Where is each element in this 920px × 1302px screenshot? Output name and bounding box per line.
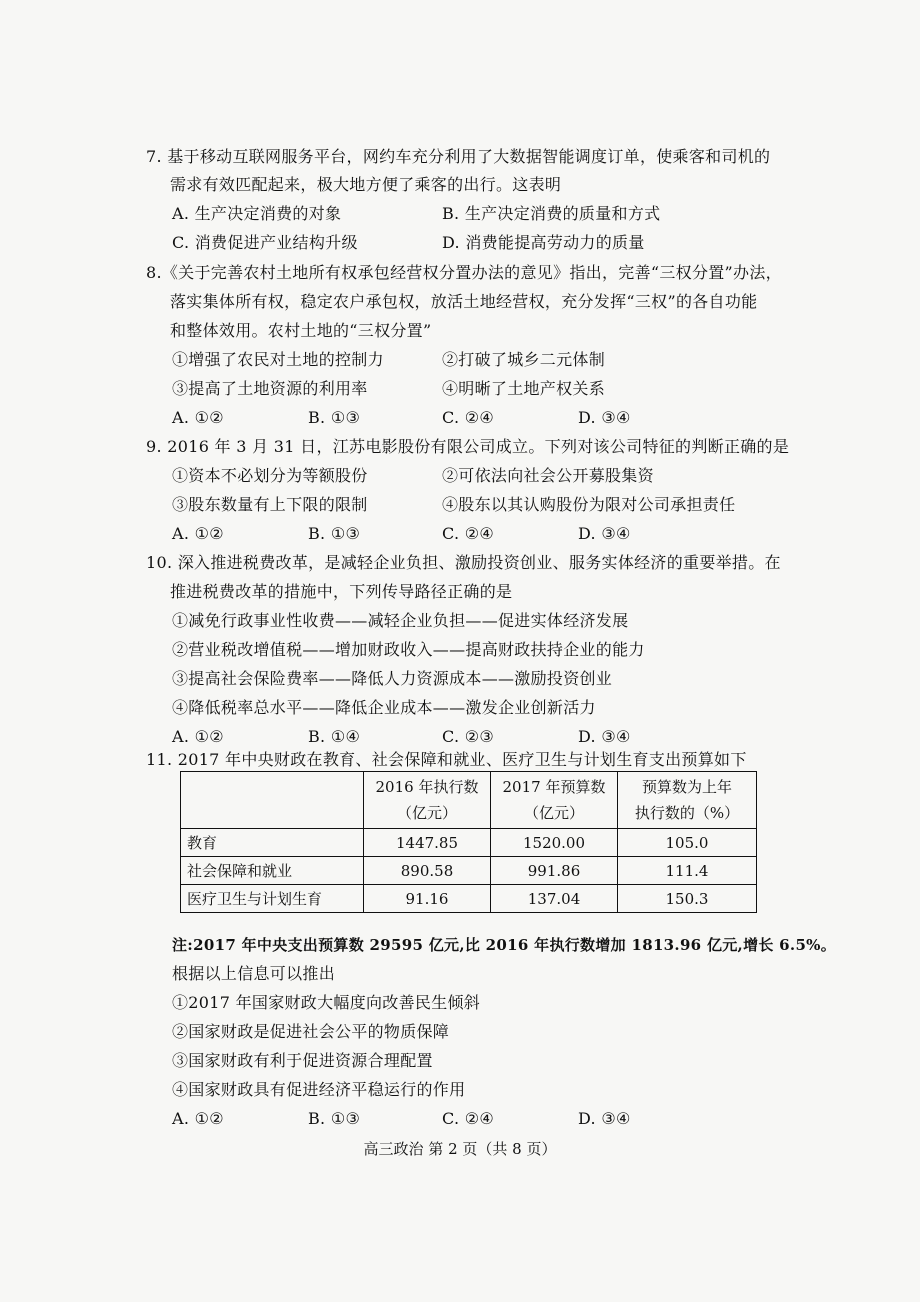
- q7-line2: 需求有效匹配起来，极大地方便了乘客的出行。这表明: [170, 175, 562, 194]
- q8-line2: 落实集体所有权，稳定农户承包权，放活土地经营权，充分发挥“三权”的各自功能: [170, 292, 758, 311]
- q10-statement-1: ①减免行政事业性收费——减轻企业负担——促进实体经济发展: [172, 611, 629, 630]
- table-row: 教育 1447.85 1520.00 105.0: [181, 829, 757, 857]
- q8-option-a: A. ①②: [172, 408, 224, 427]
- q7-option-a: A. 生产决定消费的对象: [172, 204, 342, 223]
- q10-option-b: B. ①④: [308, 727, 361, 746]
- q7-line1: 7. 基于移动互联网服务平台，网约车充分利用了大数据智能调度订单，使乘客和司机的: [146, 147, 771, 166]
- table-header-row: [181, 772, 757, 829]
- q8-line1: 8.《关于完善农村土地所有权承包经营权分置办法的意见》指出，完善“三权分置”办法，: [146, 263, 782, 282]
- q7-option-c: C. 消费促进产业结构升级: [172, 233, 358, 252]
- q9-statement-2: ②可依法向社会公开募股集资: [442, 466, 654, 485]
- q10-option-d: D. ③④: [578, 727, 631, 746]
- q8-statement-1: ①增强了农民对土地的控制力: [172, 350, 384, 369]
- q10-line2: 推进税费改革的措施中，下列传导路径正确的是: [170, 582, 513, 601]
- table-header-2017: 2017 年预算数 （亿元）: [491, 772, 618, 829]
- q8-line3: 和整体效用。农村土地的“三权分置”: [170, 321, 432, 340]
- table-header-empty: [181, 772, 364, 829]
- q11-line2: 根据以上信息可以推出: [172, 964, 336, 983]
- q11-statement-4: ④国家财政具有促进经济平稳运行的作用: [172, 1080, 466, 1099]
- q10-statement-2: ②营业税改增值税——增加财政收入——提高财政扶持企业的能力: [172, 640, 645, 659]
- q11-option-d: D. ③④: [578, 1109, 631, 1128]
- q9-statement-3: ③股东数量有上下限的限制: [172, 495, 368, 514]
- q10-option-c: C. ②③: [442, 727, 495, 746]
- q9-option-c: C. ②④: [442, 524, 495, 543]
- q10-statement-3: ③提高社会保险费率——降低人力资源成本——激励投资创业: [172, 669, 613, 688]
- q7-option-d: D. 消费能提高劳动力的质量: [442, 233, 645, 252]
- q11-option-a: A. ①②: [172, 1109, 224, 1128]
- q11-line1: 11. 2017 年中央财政在教育、社会保障和就业、医疗卫生与计划生育支出预算如下: [146, 750, 747, 769]
- q10-statement-4: ④降低税率总水平——降低企业成本——激发企业创新活力: [172, 698, 596, 717]
- table-header-pct: 预算数为上年 执行数的（%）: [618, 772, 757, 829]
- q11-statement-2: ②国家财政是促进社会公平的物质保障: [172, 1022, 450, 1041]
- table-row: 医疗卫生与计划生育 91.16 137.04 150.3: [181, 885, 757, 913]
- table-header-2016: 2016 年执行数 （亿元）: [364, 772, 491, 829]
- q9-line1: 9. 2016 年 3 月 31 日，江苏电影股份有限公司成立。下列对该公司特征的判断正确的是: [146, 437, 790, 456]
- q11-option-b: B. ①③: [308, 1109, 361, 1128]
- q9-option-d: D. ③④: [578, 524, 631, 543]
- q11-statement-3: ③国家财政有利于促进资源合理配置: [172, 1051, 433, 1070]
- q9-statement-4: ④股东以其认购股份为限对公司承担责任: [442, 495, 736, 514]
- q8-statement-2: ②打破了城乡二元体制: [442, 350, 606, 369]
- q10-option-a: A. ①②: [172, 727, 224, 746]
- q9-statement-1: ①资本不必划分为等额股份: [172, 466, 368, 485]
- q8-option-d: D. ③④: [578, 408, 631, 427]
- budget-table: [180, 771, 757, 913]
- q8-statement-4: ④明晰了土地产权关系: [442, 379, 606, 398]
- q11-option-c: C. ②④: [442, 1109, 495, 1128]
- q9-option-a: A. ①②: [172, 524, 224, 543]
- table-row: 社会保障和就业 890.58 991.86 111.4: [181, 857, 757, 885]
- page-footer: 高三政治 第 2 页（共 8 页）: [363, 1140, 557, 1158]
- q11-statement-1: ①2017 年国家财政大幅度向改善民生倾斜: [172, 993, 481, 1012]
- q10-line1: 10. 深入推进税费改革，是减轻企业负担、激励投资创业、服务实体经济的重要举措。在: [146, 553, 781, 572]
- q8-statement-3: ③提高了土地资源的利用率: [172, 379, 368, 398]
- q11-note: 注:2017 年中央支出预算数 29595 亿元,比 2016 年执行数增加 1813.96 亿元,增长 6.5%。: [172, 936, 837, 954]
- q9-option-b: B. ①③: [308, 524, 361, 543]
- q8-option-c: C. ②④: [442, 408, 495, 427]
- q8-option-b: B. ①③: [308, 408, 361, 427]
- q7-option-b: B. 生产决定消费的质量和方式: [442, 204, 661, 223]
